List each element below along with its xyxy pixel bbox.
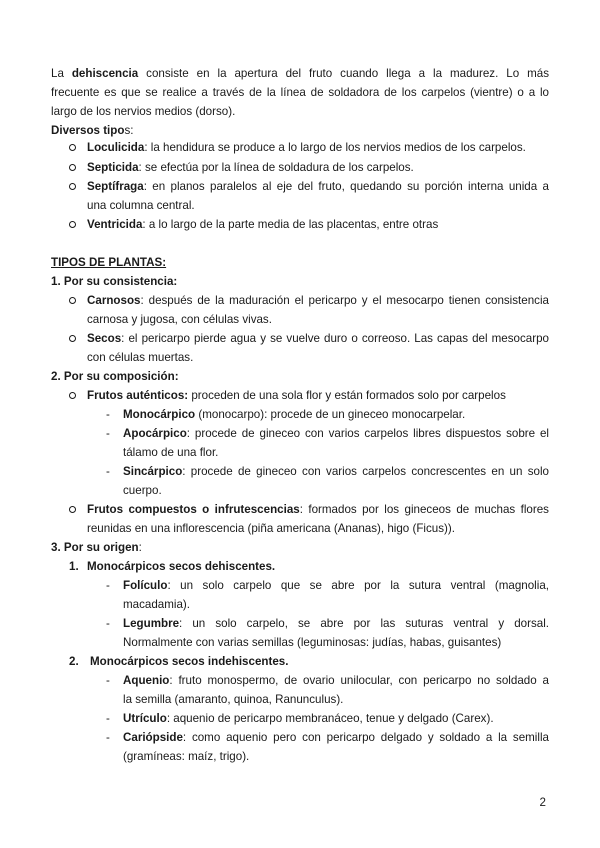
list-item: Frutos auténticos: proceden de una sola flor y están formados solo por carpelos: [87, 389, 506, 402]
intro-line-3: largo de los nervios medios (dorso).: [51, 105, 236, 118]
bullet-circle-icon: [69, 144, 76, 151]
list-item: Sincárpico: procede de gineceo con varios carpelos concrescentes en un solo: [123, 465, 549, 478]
list-item-continued: Normalmente con varias semillas (leguminosas: judías, habas, guisantes): [123, 636, 502, 649]
list-item-continued: reunidas en una inflorescencia (piña americana (Ananas), higo (Ficus)).: [87, 522, 455, 535]
intro-line-2: frecuente es que se realice a través de la línea de soldadora de los carpelos (vientre) o a lo: [51, 86, 549, 99]
list-item: Monocárpico (monocarpo): procede de un gineceo monocarpelar.: [123, 408, 466, 421]
dash-bullet: -: [106, 408, 110, 421]
page-number: 2: [539, 796, 546, 809]
list-item-continued: con células muertas.: [87, 351, 194, 364]
list-item: Septífraga: en planos paralelos al eje del fruto, quedando su porción interna unida a: [87, 180, 549, 193]
list-item-continued: tálamo de una flor.: [123, 446, 219, 459]
list-item: Secos: el pericarpo pierde agua y se vuelve duro o correoso. Las capas del mesocarpo: [87, 332, 549, 345]
list-item-continued: una columna central.: [87, 199, 195, 212]
list-item: Frutos compuestos o infrutescencias: formados por los gineceos de muchas flores: [87, 503, 549, 516]
list-item-continued: la semilla (amaranto, quinoa, Ranunculus).: [123, 693, 344, 706]
list-item: Apocárpico: procede de gineceo con varios carpelos libres dispuestos sobre el: [123, 427, 549, 440]
list-item: Utrículo: aquenio de pericarpo membranáceo, tenue y delgado (Carex).: [123, 712, 494, 725]
dash-bullet: -: [106, 427, 110, 440]
list-number: 2.: [69, 655, 79, 668]
list-item: Loculicida: la hendidura se produce a lo largo de los nervios medios de los carpelos.: [87, 141, 526, 154]
dash-bullet: -: [106, 674, 110, 687]
list-item-continued: carnosa y jugosa, con células vivas.: [87, 313, 272, 326]
bullet-circle-icon: [69, 164, 76, 171]
dash-bullet: -: [106, 731, 110, 744]
bullet-circle-icon: [69, 392, 76, 399]
list-number: 1.: [69, 560, 79, 573]
subsection-title: 1. Por su consistencia:: [51, 275, 178, 288]
section-heading: TIPOS DE PLANTAS:: [51, 256, 167, 269]
list-item-continued: cuerpo.: [123, 484, 162, 497]
bullet-circle-icon: [69, 335, 76, 342]
group-title: Monocárpicos secos indehiscentes.: [90, 655, 289, 668]
list-item-continued: macadamia).: [123, 598, 191, 611]
diversos-title: Diversos tipos:: [51, 124, 134, 137]
dash-bullet: -: [106, 617, 110, 630]
subsection-title: 2. Por su composición:: [51, 370, 179, 383]
list-item: Folículo: un solo carpelo que se abre por la sutura ventral (magnolia,: [123, 579, 549, 592]
list-item: Legumbre: un solo carpelo, se abre por las suturas ventral y dorsal.: [123, 617, 549, 630]
list-item: Cariópside: como aquenio pero con pericarpo delgado y soldado a la semilla: [123, 731, 549, 744]
list-item: Carnosos: después de la maduración el pericarpo y el mesocarpo tienen consistencia: [87, 294, 549, 307]
dash-bullet: -: [106, 712, 110, 725]
intro-line-1: La dehiscencia consiste en la apertura del fruto cuando llega a la madurez. Lo más: [51, 67, 549, 80]
dash-bullet: -: [106, 579, 110, 592]
list-item: Ventricida: a lo largo de la parte media de las placentas, entre otras: [87, 218, 439, 231]
subsection-title: 3. Por su origen:: [51, 541, 142, 554]
dash-bullet: -: [106, 465, 110, 478]
group-title: Monocárpicos secos dehiscentes.: [87, 560, 276, 573]
list-item: Septicida: se efectúa por la línea de soldadura de los carpelos.: [87, 161, 414, 174]
bullet-circle-icon: [69, 221, 76, 228]
list-item-continued: (gramíneas: maíz, trigo).: [123, 750, 250, 763]
bullet-circle-icon: [69, 183, 76, 190]
bullet-circle-icon: [69, 297, 76, 304]
list-item: Aquenio: fruto monospermo, de ovario unilocular, con pericarpo no soldado a: [123, 674, 549, 687]
bullet-circle-icon: [69, 506, 76, 513]
